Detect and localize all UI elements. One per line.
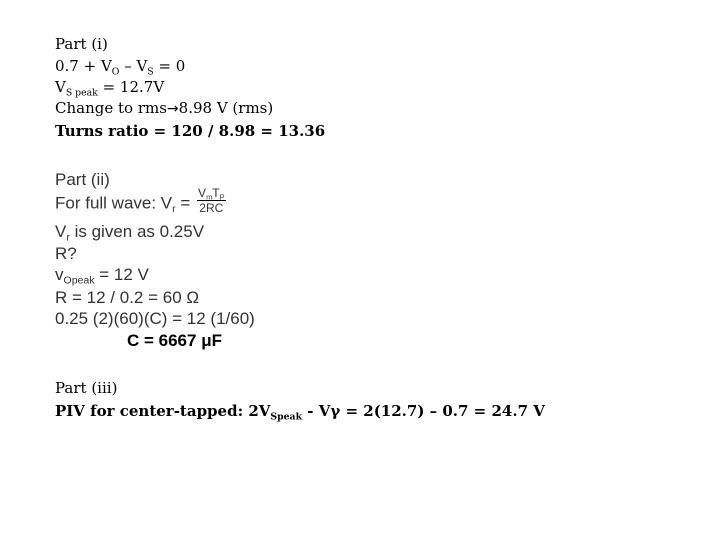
piv-text: PIV for center-tapped: 2V: [55, 402, 271, 420]
part-iii-heading: Part (iii): [55, 379, 118, 397]
piv-calculation: [55, 402, 545, 423]
c-equation: 0.25 (2)(60)(C) = 12 (1/60): [55, 309, 255, 328]
rms-value: 8.98 V (rms): [178, 99, 274, 117]
r-question: R?: [55, 244, 77, 263]
vr-text: V: [55, 222, 67, 241]
eq-text: = 12.7V: [97, 78, 165, 96]
vopeak-text: = 12 V: [94, 265, 149, 284]
fraction-numerator: $V_mT_P$: [198, 186, 225, 202]
vr-text: is given as 0.25V: [69, 222, 205, 241]
vopeak-text: v: [55, 265, 64, 284]
formula-text: =: [175, 193, 196, 213]
eq-subscript: S: [147, 66, 154, 78]
eq-text: V: [55, 78, 66, 96]
r-calculation: R = 12 / 0.2 = 60 Ω: [55, 288, 200, 307]
arrow-right-icon: →: [166, 101, 179, 117]
full-wave-formula: [55, 186, 226, 218]
equation-vs-peak: [55, 78, 165, 99]
ripple-fraction: [197, 187, 226, 215]
fraction-denominator: 2RC: [199, 201, 224, 215]
vr-given: [55, 222, 205, 244]
formula-text: For full wave: V: [55, 193, 173, 213]
part-i-heading: Part (i): [55, 35, 108, 53]
equation-kvl: [55, 57, 186, 78]
rms-label: Change to rms: [55, 99, 167, 117]
vopeak-value: [55, 265, 149, 287]
eq-text: – V: [119, 57, 148, 75]
eq-subscript: S peak: [65, 87, 98, 99]
c-result: C = 6667 μF: [127, 331, 222, 350]
piv-subscript: Speak: [270, 411, 303, 423]
formula-subscript: r: [172, 203, 176, 216]
rms-conversion: [55, 101, 273, 116]
eq-text: = 0: [153, 57, 186, 75]
turns-ratio: Turns ratio = 120 / 8.98 = 13.36: [55, 122, 326, 140]
piv-text: - Vγ = 2(12.7) – 0.7 = 24.7 V: [302, 402, 545, 420]
part-ii-heading: Part (ii): [55, 170, 110, 189]
vopeak-subscript: Opeak: [63, 274, 95, 287]
eq-text: 0.7 + V: [55, 57, 112, 75]
vr-subscript: r: [66, 231, 70, 244]
eq-subscript: O: [111, 66, 120, 78]
